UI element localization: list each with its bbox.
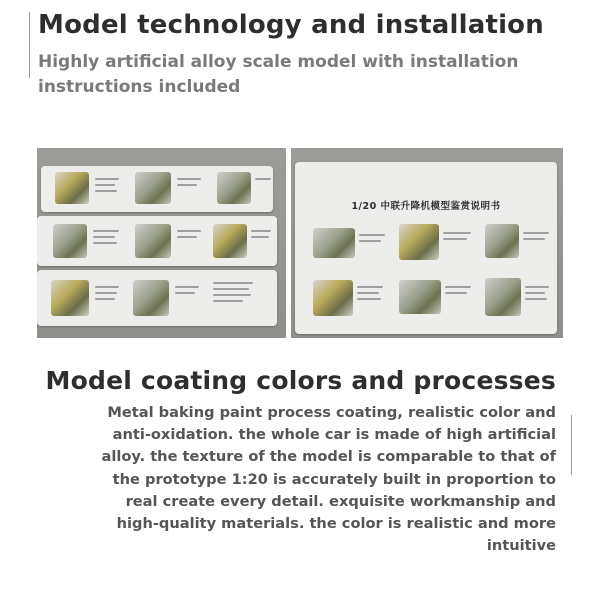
instruction-sheet: [41, 166, 273, 212]
instruction-booklet: [295, 162, 557, 334]
booklet-title: 1/20 中联升降机模型鉴赏说明书: [351, 201, 501, 212]
instruction-sheet: [37, 216, 277, 266]
instruction-booklet-photo-right: [291, 148, 563, 338]
instruction-sheets-photo-left: [37, 148, 286, 338]
section-title-coating: Model coating colors and processes: [45, 366, 556, 395]
section-subtitle-installation: Highly artificial alloy scale model with installation instructions included: [38, 52, 519, 97]
section-body-coating: Metal baking paint process coating, realistic color and anti-oxidation. the whole car is made of high artificial alloy. the texture of the model is comparable to that of the prototype 1:20 is accurately built in proportion to real create every detail. exquisite workmanship and high-quality materials. the color is realistic and more intuitive: [101, 404, 556, 555]
section-title-installation: Model technology and installation: [38, 10, 544, 40]
divider-line: [571, 415, 572, 475]
divider-line: [29, 12, 30, 78]
instruction-sheet: [37, 270, 277, 326]
